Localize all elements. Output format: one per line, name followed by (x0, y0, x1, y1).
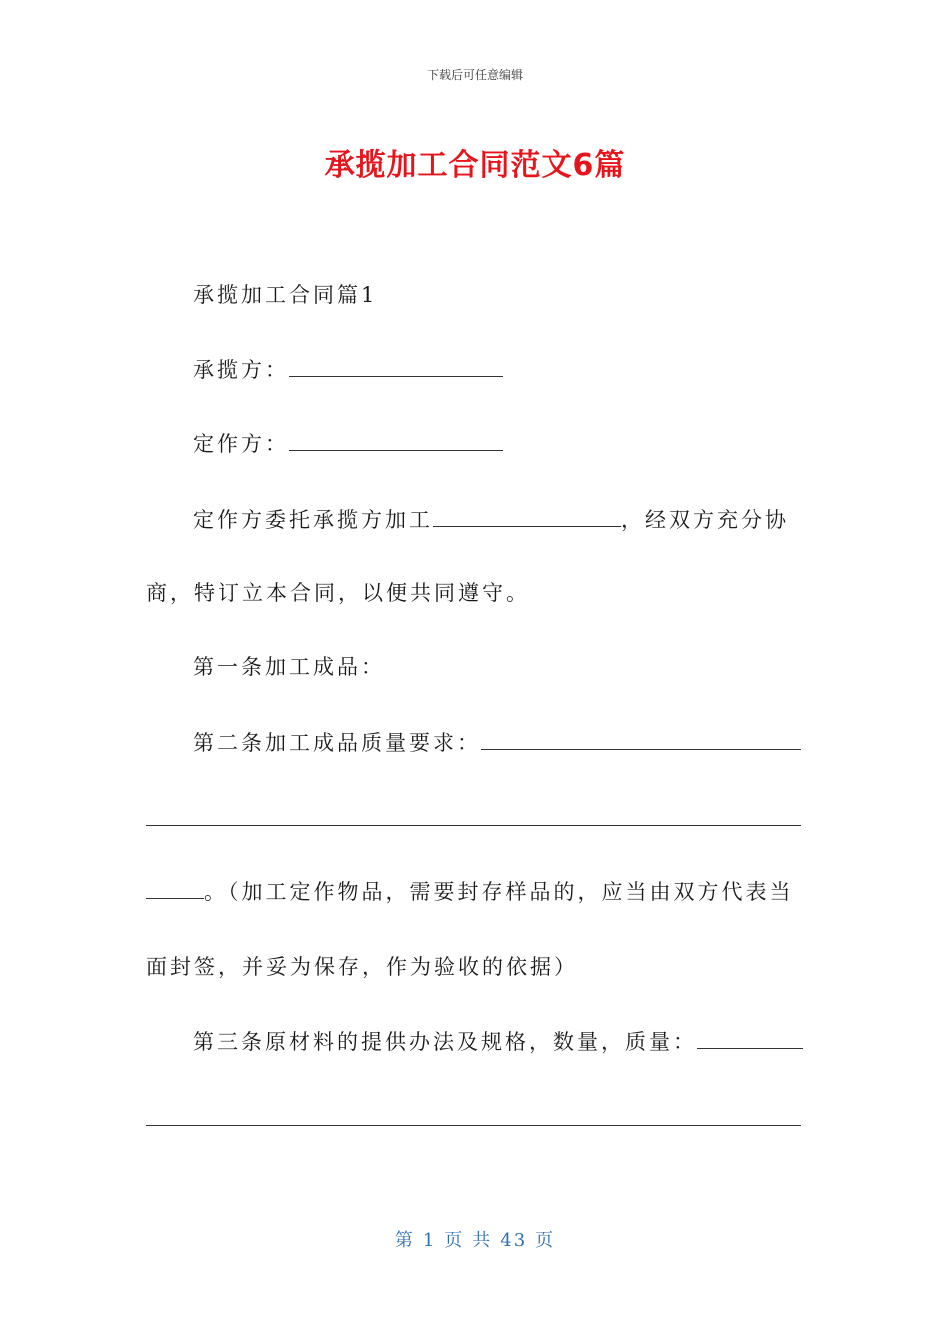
processing-item-blank (433, 504, 621, 527)
client-label: 定作方： (193, 432, 289, 456)
footer-total-prefix: 共 (472, 1230, 493, 1251)
article-2 (0, 727, 950, 758)
article-2-note-line-1 (0, 876, 950, 907)
article-2-note-b: 面封签，并妥为保存，作为验收的依据） (146, 955, 578, 979)
paragraph-1-line-2 (0, 578, 950, 608)
total-pages-number: 43 (500, 1230, 528, 1251)
contractor-label: 承揽方： (193, 358, 289, 382)
contractor-line (0, 354, 950, 385)
client-blank (289, 428, 503, 451)
article-1 (0, 652, 950, 682)
materials-rule (146, 1125, 801, 1126)
document-title: 承揽加工合同范文6篇 (324, 148, 626, 183)
quality-requirement-blank-end (146, 876, 204, 899)
client-line (0, 428, 950, 459)
footer-prefix: 第 (394, 1230, 415, 1251)
article-2-text: 第二条加工成品质量要求： (193, 731, 481, 755)
paragraph-1-line-1 (0, 504, 950, 535)
materials-blank (697, 1026, 803, 1049)
section-title-text: 承揽加工合同篇1 (193, 283, 378, 307)
article-2-note-a: 。（加工定作物品，需要封存样品的，应当由双方代表当 (204, 880, 794, 904)
quality-requirement-rule (146, 825, 801, 826)
article-3-text: 第三条原材料的提供办法及规格，数量，质量： (193, 1030, 697, 1054)
article-1-text: 第一条加工成品： (193, 655, 385, 679)
header-note: 下载后可任意编辑 (426, 68, 523, 82)
paragraph-1-text-a: 定作方委托承揽方加工 (193, 508, 433, 532)
article-2-note-line-2 (0, 952, 950, 982)
section-title (0, 280, 950, 310)
page-footer (0, 1226, 950, 1252)
footer-mid: 页 (444, 1230, 465, 1251)
paragraph-1-text-b: ，经双方充分协 (621, 508, 789, 532)
contractor-blank (289, 354, 503, 377)
quality-requirement-blank (481, 727, 801, 750)
footer-suffix: 页 (535, 1230, 556, 1251)
current-page-number: 1 (422, 1230, 437, 1251)
article-3 (0, 1026, 950, 1057)
paragraph-1-text-c: 商，特订立本合同，以便共同遵守。 (146, 581, 530, 605)
